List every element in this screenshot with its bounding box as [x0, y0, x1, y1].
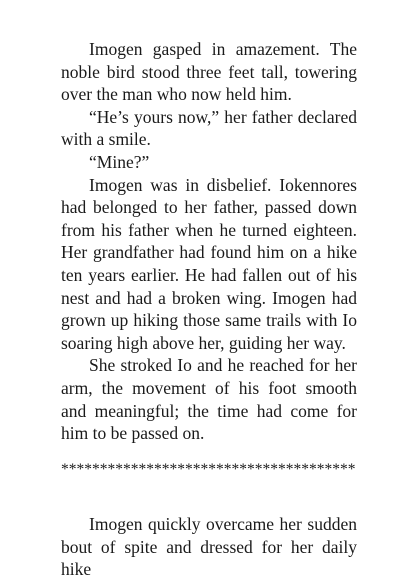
paragraph: Imogen quickly overcame her sudden bout of spite and dressed for her daily hike: [61, 514, 357, 580]
paragraph: “Mine?”: [89, 151, 150, 172]
section-gap: [61, 481, 357, 513]
paragraph: Imogen gasped in amazement. The noble bird stood three feet tall, towering over the man who now held him.: [61, 39, 357, 105]
paragraph: Imogen was in disbelief. Iokennores had belonged to her father, passed down from his father when he turned eighteen. Her grandfather had found him on a hike ten years earlier. He had fallen out of his nest and had a broken wing. Imogen had grown up hiking those same trails with Io soaring high above her, guiding her way.: [61, 174, 357, 353]
book-page: [61, 38, 357, 581]
paragraph: She stroked Io and he reached for her arm, the movement of his foot smooth and meaningful; the time had come for him to be passed on.: [61, 355, 357, 444]
paragraph: “He’s yours now,” her father declared with a smile.: [61, 106, 357, 150]
scene-break-divider: **************************************: [61, 460, 356, 478]
